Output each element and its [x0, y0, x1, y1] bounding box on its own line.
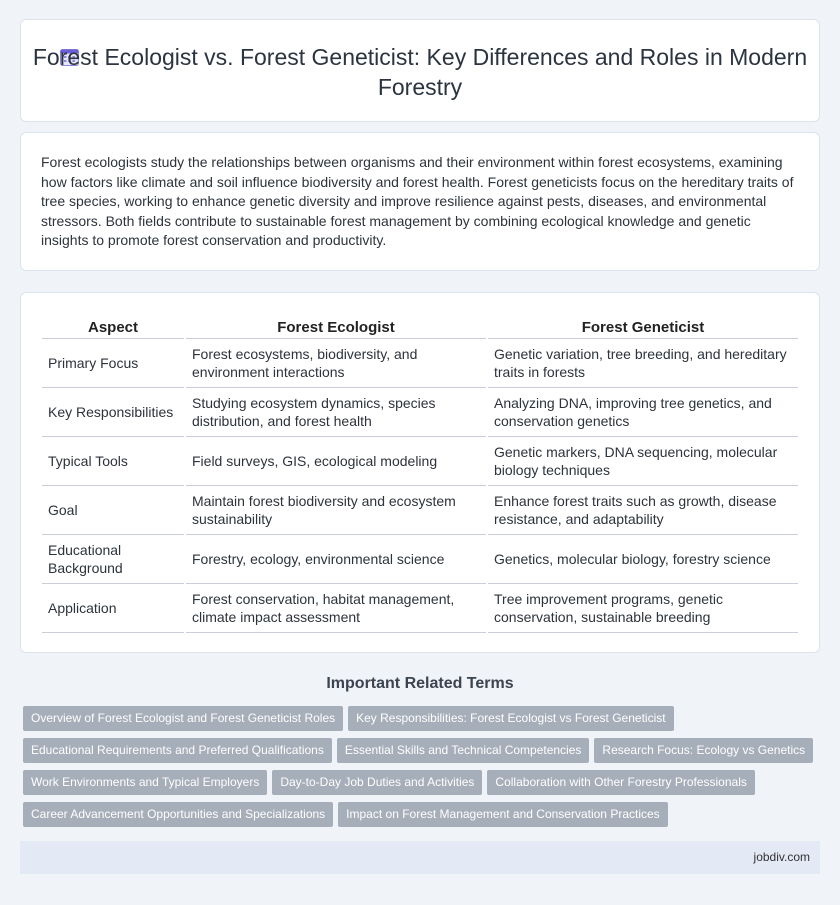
intro-card: [20, 132, 820, 271]
header-forest-geneticist: Forest Geneticist: [487, 313, 798, 338]
row-geneticist: Genetics, molecular biology, forestry science: [487, 534, 798, 583]
related-term-link[interactable]: Research Focus: Ecology vs Genetics: [594, 738, 813, 763]
row-ecologist: Studying ecosystem dynamics, species distribution, and forest health: [185, 387, 487, 436]
row-aspect: Goal: [42, 485, 185, 534]
table-row: [42, 583, 798, 632]
row-geneticist: Analyzing DNA, improving tree genetics, and conservation genetics: [487, 387, 798, 436]
row-aspect: Educational Background: [42, 534, 185, 583]
row-ecologist: Field surveys, GIS, ecological modeling: [185, 436, 487, 485]
row-aspect: Primary Focus: [42, 338, 185, 387]
related-term-link[interactable]: Essential Skills and Technical Competencies: [337, 738, 590, 763]
tag-row: [23, 738, 823, 770]
row-geneticist: Genetic markers, DNA sequencing, molecular biology techniques: [487, 436, 798, 485]
comparison-card: [20, 292, 820, 653]
row-geneticist: Genetic variation, tree breeding, and hereditary traits in forests: [487, 338, 798, 387]
row-ecologist: Forest ecosystems, biodiversity, and environment interactions: [185, 338, 487, 387]
tag-row: [23, 706, 823, 738]
related-term-link[interactable]: Collaboration with Other Forestry Professionals: [487, 770, 754, 795]
table-row: [42, 387, 798, 436]
related-term-link[interactable]: Work Environments and Typical Employers: [23, 770, 267, 795]
page-title: Forest Ecologist vs. Forest Geneticist: Key Differences and Roles in Modern Forestry: [32, 44, 808, 100]
row-geneticist: Enhance forest traits such as growth, disease resistance, and adaptability: [487, 485, 798, 534]
related-terms-list: [23, 706, 823, 834]
related-term-link[interactable]: Impact on Forest Management and Conservation Practices: [338, 802, 668, 827]
related-term-link[interactable]: Day-to-Day Job Duties and Activities: [272, 770, 482, 795]
header-forest-ecologist: Forest Ecologist: [185, 313, 487, 338]
table-row: [42, 485, 798, 534]
footer-bar: [20, 841, 820, 874]
table-header-row: [42, 313, 798, 338]
tag-row: [23, 802, 823, 834]
header-aspect: Aspect: [42, 313, 185, 338]
table-row: [42, 338, 798, 387]
row-aspect: Typical Tools: [42, 436, 185, 485]
tag-row: [23, 770, 823, 802]
related-terms-heading: Important Related Terms: [326, 675, 514, 692]
comparison-table: [42, 313, 798, 633]
row-aspect: Application: [42, 583, 185, 632]
row-ecologist: Forest conservation, habitat management, climate impact assessment: [185, 583, 487, 632]
table-row: [42, 534, 798, 583]
row-ecologist: Forestry, ecology, environmental science: [185, 534, 487, 583]
row-geneticist: Tree improvement programs, genetic conservation, sustainable breeding: [487, 583, 798, 632]
row-ecologist: Maintain forest biodiversity and ecosystem sustainability: [185, 485, 487, 534]
related-term-link[interactable]: Educational Requirements and Preferred Qualifications: [23, 738, 332, 763]
related-term-link[interactable]: Overview of Forest Ecologist and Forest Geneticist Roles: [23, 706, 343, 731]
table-row: [42, 436, 798, 485]
related-term-link[interactable]: Career Advancement Opportunities and Specializations: [23, 802, 333, 827]
footer-site-link[interactable]: jobdiv.com: [753, 850, 810, 864]
related-term-link[interactable]: Key Responsibilities: Forest Ecologist vs Forest Geneticist: [348, 706, 673, 731]
header-card: [20, 19, 820, 122]
intro-paragraph: Forest ecologists study the relationships between organisms and their environment within forest ecosystems, examining how factors like climate and soil influence biodiversity and forest health. Forest geneticists focus on the hereditary traits of tree species, working to enhance genetic diversity and improve resilience against pests, diseases, and environmental stressors. Both fields contribute to sustainable forest management by combining ecological knowledge and genetic insights to promote forest conservation and productivity.: [41, 154, 794, 248]
row-aspect: Key Responsibilities: [42, 387, 185, 436]
